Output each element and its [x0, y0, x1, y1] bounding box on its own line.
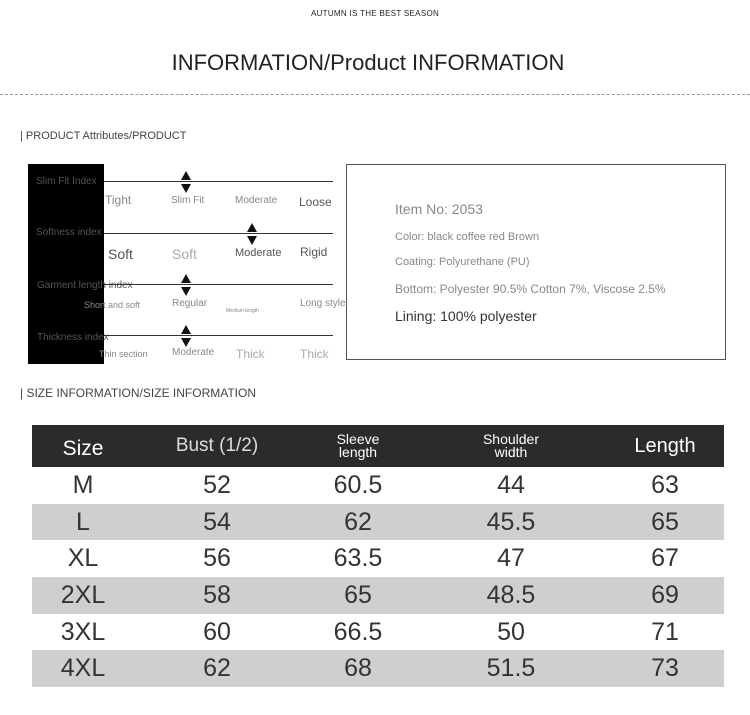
cell-bust: 52: [203, 470, 231, 499]
section-label-attributes: | PRODUCT Attributes/PRODUCT: [20, 130, 187, 142]
level-label: Tight: [105, 193, 132, 207]
column-header-sleeve-length: [300, 425, 416, 467]
cell-length: 65: [606, 504, 724, 541]
table-row: [32, 504, 724, 541]
size-table-header: [32, 425, 724, 467]
index-name-slim-fit: Slim Fit Index: [36, 176, 97, 187]
cell-shoulder: 48.5: [416, 577, 606, 614]
scale-line-garment-length: [104, 284, 333, 285]
level-marker-icon: [246, 222, 258, 246]
page-title: INFORMATION/Product INFORMATION: [171, 50, 565, 75]
cell-size: 4XL: [32, 650, 134, 687]
cell-sleeve: 65: [300, 577, 416, 614]
level-label: Thin section: [99, 349, 148, 359]
size-table: [32, 425, 724, 687]
section-label-size: | SIZE INFORMATION/SIZE INFORMATION: [20, 386, 257, 400]
table-row: [32, 650, 724, 687]
index-name-garment-length: Garment length index: [37, 280, 133, 291]
level-label: Soft: [108, 246, 133, 262]
cell-bust: 58: [134, 577, 300, 614]
cell-size: L: [32, 504, 134, 541]
level-label: Loose: [299, 195, 332, 209]
cell-size: 2XL: [32, 577, 134, 614]
cell-shoulder: 44: [497, 470, 525, 499]
cell-bust: 62: [134, 650, 300, 687]
column-header-bust: Bust (1/2): [134, 425, 300, 467]
index-name-thickness: Thickness index: [37, 332, 109, 343]
table-row: [32, 614, 724, 651]
scale-line-thickness: [104, 335, 333, 336]
coating-info: Coating: Polyurethane (PU): [395, 256, 530, 268]
column-header-length: Length: [606, 425, 724, 467]
column-header-shoulder-width: [416, 425, 606, 467]
level-label: Soft: [172, 246, 197, 262]
cell-length: 73: [606, 650, 724, 687]
cell-sleeve: 68: [300, 650, 416, 687]
cell-length: 67: [651, 544, 679, 573]
lining-info: Lining: 100% polyester: [395, 308, 537, 324]
level-label: Moderate: [172, 347, 215, 358]
header-line: length: [338, 444, 378, 460]
header-line: width: [494, 444, 528, 460]
cell-length: 63: [651, 470, 679, 499]
table-row: [32, 540, 724, 577]
cell-size: M: [72, 470, 94, 499]
level-marker-icon: [180, 170, 192, 194]
cell-length: 69: [606, 577, 724, 614]
tagline: AUTUMN IS THE BEST SEASON: [310, 9, 440, 18]
cell-length: 71: [651, 617, 679, 646]
level-label: Moderate: [235, 247, 282, 259]
index-name-softness: Softness index: [36, 227, 102, 238]
cell-shoulder: 50: [497, 617, 525, 646]
cell-bust: 54: [134, 504, 300, 541]
cell-sleeve: 60.5: [333, 470, 383, 499]
header-line: Shoulder: [482, 431, 540, 447]
level-marker-icon: [180, 273, 192, 297]
item-number: Item No: 2053: [395, 201, 483, 217]
level-marker-icon: [180, 324, 192, 348]
cell-bust: 56: [203, 544, 231, 573]
level-label: Medium length: [226, 308, 259, 314]
level-label: Short and soft: [84, 300, 141, 310]
level-label: Long style: [300, 298, 346, 309]
scale-line-slim-fit: [104, 181, 333, 182]
cell-size: XL: [67, 544, 99, 573]
table-row: [32, 577, 724, 614]
cell-shoulder: 47: [497, 544, 525, 573]
scale-line-softness: [104, 233, 333, 234]
cell-sleeve: 63.5: [333, 544, 383, 573]
table-row: [32, 467, 724, 504]
cell-sleeve: 66.5: [333, 617, 383, 646]
level-label: Moderate: [235, 195, 278, 206]
dashed-divider: [0, 94, 750, 95]
level-label: Slim Fit: [171, 195, 205, 206]
header-line: Sleeve: [336, 431, 380, 447]
cell-shoulder: 51.5: [416, 650, 606, 687]
cell-sleeve: 62: [300, 504, 416, 541]
cell-bust: 60: [203, 617, 231, 646]
level-label: Thick: [236, 347, 265, 361]
level-label: Thick: [300, 347, 329, 361]
cell-size: 3XL: [60, 617, 106, 646]
level-label: Rigid: [300, 245, 328, 259]
cell-shoulder: 45.5: [416, 504, 606, 541]
level-label: Regular: [172, 298, 208, 309]
column-header-size: Size: [32, 425, 134, 467]
bottom-info: Bottom: Polyester 90.5% Cotton 7%, Viscose 2.5%: [395, 282, 666, 296]
color-info: Color: black coffee red Brown: [395, 231, 540, 243]
